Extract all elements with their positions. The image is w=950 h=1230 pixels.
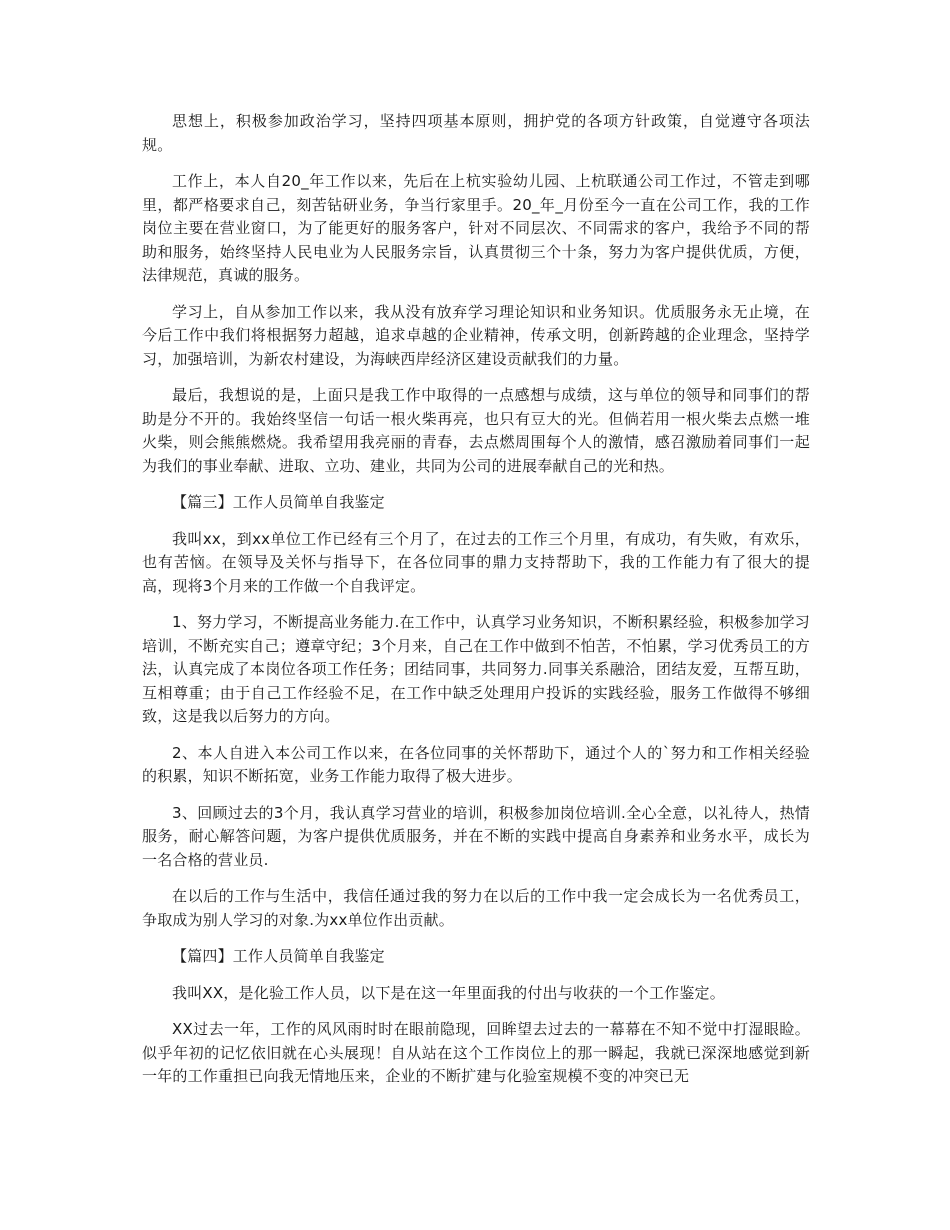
section-heading-part-three: 【篇三】工作人员简单自我鉴定 [172, 493, 385, 511]
document-body [142, 110, 810, 1102]
paragraph-study: 学习上，自从参加工作以来，我从没有放弃学习理论知识和业务知识。优质服务永无止境，在今后工作中我们将根据努力超越，追求卓越的企业精神，传承文明，创新跨越的企业理念，坚持学习，加强培训，为新农村建设，为海峡西岸经济区建设贡献我们的力量。 [142, 302, 810, 368]
paragraph-item-2: 2、本人自进入本公司工作以来，在各位同事的关怀帮助下，通过个人的`努力和工作相关经验的积累，知识不断拓宽，业务工作能力取得了极大进步。 [142, 743, 810, 785]
paragraph-lab-year-review: XX过去一年，工作的风风雨时时在眼前隐现，回眸望去过去的一幕幕在不知不觉中打湿眼睑。似乎年初的记忆依旧就在心头展现！自从站在这个工作岗位上的那一瞬起，我就已深深地感觉到新一年的工作重担已向我无情地压来，企业的不断扩建与化验室规模不变的冲突已无 [142, 1020, 810, 1085]
paragraph-ideology: 思想上，积极参加政治学习，坚持四项基本原则，拥护党的各项方针政策，自觉遵守各项法规。 [142, 112, 810, 154]
paragraph-work: 工作上，本人自20_年工作以来，先后在上杭实验幼儿园、上杭联通公司工作过，不管走到哪里，都严格要求自己，刻苦钻研业务，争当行家里手。20_年_月份至今一直在公司工作，我的工作岗位主要在营业窗口，为了能更好的服务客户，针对不同层次、不同需求的客户，我给予不同的帮助和服务，始终坚持人民电业为人民服务宗旨，认真贯彻三个十条，努力为客户提供优质，方便，法律规范，真诚的服务。 [142, 172, 810, 284]
paragraph-lab-intro: 我叫XX，是化验工作人员，以下是在这一年里面我的付出与收获的一个工作鉴定。 [172, 983, 725, 1002]
paragraph-future: 在以后的工作与生活中，我信任通过我的努力在以后的工作中我一定会成长为一名优秀员工，争取成为别人学习的对象.为xx单位作出贡献。 [142, 887, 810, 929]
paragraph-item-1: 1、努力学习，不断提高业务能力.在工作中，认真学习业务知识，不断积累经验，积极参加学习培训，不断充实自己；遵章守纪；3个月来，自己在工作中做到不怕苦，不怕累，学习优秀员工的方法，认真完成了本岗位各项工作任务；团结同事，共同努力.同事关系融洽，团结友爱，互帮互助，互相尊重；由于自己工作经验不足，在工作中缺乏处理用户投诉的实践经验，服务工作做得不够细致，这是我以后努力的方向。 [142, 613, 810, 725]
paragraph-item-3: 3、回顾过去的3个月，我认真学习营业的培训，积极参加岗位培训.全心全意，以礼待人，热情服务，耐心解答问题，为客户提供优质服务，并在不断的实践中提高自身素养和业务水平，成长为一名合格的营业员. [142, 803, 810, 869]
section-heading-part-four: 【篇四】工作人员简单自我鉴定 [172, 947, 385, 965]
paragraph-intro-three-months: 我叫xx，到xx单位工作已经有三个月了，在过去的工作三个月里，有成功，有失败，有欢乐，也有苦恼。在领导及关怀与指导下，在各位同事的鼎力支持帮助下，我的工作能力有了很大的提高，现将3个月来的工作做一个自我评定。 [142, 529, 810, 595]
paragraph-conclusion: 最后，我想说的是，上面只是我工作中取得的一点感想与成绩，这与单位的领导和同事们的帮助是分不开的。我始终坚信一句话一根火柴再亮，也只有豆大的光。但倘若用一根火柴去点燃一堆火柴，则会熊熊燃烧。我希望用我亮丽的青春，去点燃周围每个人的激情，感召激励着同事们一起为我们的事业奉献、进取、立功、建业，共同为公司的进展奉献自己的光和热。 [142, 386, 810, 475]
